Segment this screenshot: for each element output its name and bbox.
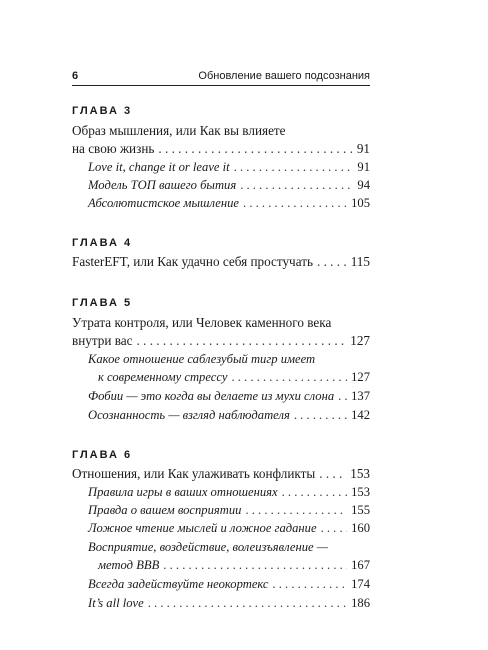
toc-entry-title: Правила игры в ваших отношениях [88, 485, 278, 499]
leader-dots [317, 254, 347, 270]
leader-dots [282, 485, 348, 500]
toc-entry-page: 167 [351, 558, 370, 572]
toc-entry-title: It’s all love [88, 596, 144, 610]
toc-entry-title: Love it, change it or leave it [88, 160, 230, 174]
toc-entry [88, 577, 370, 595]
chapter-3-title-line1: Образ мышления, или Как вы влияете [72, 123, 286, 138]
toc-entry-page: 94 [357, 178, 370, 192]
leader-dots [158, 141, 352, 157]
toc-entry [88, 160, 370, 178]
toc-entry-title: Всегда задействуйте неокортекс [88, 577, 269, 591]
leader-dots [231, 370, 347, 385]
chapter-4-entry [72, 254, 370, 272]
leader-dots [148, 596, 347, 611]
chapter-4-page: 115 [350, 254, 370, 269]
toc-entry-title: Модель ТОП вашего бытия [88, 178, 237, 192]
toc-entry [88, 196, 370, 214]
toc-entry [88, 389, 370, 407]
toc-entry-page: 153 [351, 485, 370, 499]
toc-entry-page: 137 [351, 389, 370, 403]
leader-dots [319, 466, 346, 482]
chapter-3-page: 91 [356, 141, 370, 156]
toc-entry-page: 160 [351, 521, 370, 535]
leader-dots [338, 389, 347, 404]
chapter-3-title-line2: на свою жизнь [72, 141, 155, 156]
chapter-5-title-line1: Утрата контроля, или Человек каменного века [72, 315, 332, 330]
running-header [72, 69, 370, 86]
toc-entry [88, 408, 370, 426]
toc-entry-page: 105 [351, 196, 370, 210]
toc-entry-title-line1: Восприятие, воздействие, волеизъявление — [88, 540, 328, 554]
chapter-6-entry [72, 466, 370, 484]
chapter-4-label: ГЛАВА 4 [72, 237, 133, 249]
chapter-4-title: FasterEFT, или Как удачно себя простучать [72, 254, 313, 269]
leader-dots [321, 521, 348, 536]
toc-entry [88, 485, 370, 503]
toc-entry [98, 558, 370, 576]
toc-entry-page: 174 [351, 577, 370, 591]
leader-dots [163, 558, 347, 573]
toc-entry-page: 155 [351, 503, 370, 517]
chapter-3-label: ГЛАВА 3 [72, 105, 133, 117]
chapter-6-page: 153 [350, 466, 370, 481]
toc-entry [98, 370, 370, 388]
toc-entry-title: Абсолютистское мышление [88, 196, 240, 210]
chapter-3-title-entry [72, 141, 370, 159]
toc-entry-title: к современному стрессу [98, 370, 228, 384]
chapter-5-title-entry [72, 333, 370, 351]
leader-dots [272, 577, 347, 592]
toc-entry-page: 127 [351, 370, 370, 384]
toc-entry-title: метод ВВВ [98, 558, 160, 572]
toc-entry-page: 142 [351, 408, 370, 422]
toc-entry [88, 503, 370, 521]
toc-entry-title: Ложное чтение мыслей и ложное гадание [88, 521, 317, 535]
toc-entry-page: 91 [357, 160, 370, 174]
page-number: 6 [72, 70, 79, 82]
toc-entry [88, 596, 370, 614]
toc-entry [88, 521, 370, 539]
toc-entry-page: 186 [351, 596, 370, 610]
chapter-6-title: Отношения, или Как улаживать конфликты [72, 466, 316, 481]
toc-entry [88, 178, 370, 196]
toc-entry-title-line1: Какое отношение саблезубый тигр имеет [88, 352, 316, 366]
chapter-5-page: 127 [350, 333, 370, 348]
leader-dots [245, 503, 347, 518]
leader-dots [243, 196, 347, 211]
leader-dots [137, 333, 347, 349]
chapter-5-label: ГЛАВА 5 [72, 297, 133, 309]
leader-dots [234, 160, 354, 175]
chapter-6-label: ГЛАВА 6 [72, 449, 133, 461]
running-title: Обновление вашего подсознания [198, 70, 370, 82]
toc-entry-title: Правда о вашем восприятии [88, 503, 242, 517]
leader-dots [294, 408, 347, 423]
leader-dots [240, 178, 353, 193]
toc-entry-title: Фобии — это когда вы делаете из мухи слона [88, 389, 335, 403]
chapter-5-title-line2: внутри вас [72, 333, 133, 348]
toc-entry-title: Осознанность — взгляд наблюдателя [88, 408, 290, 422]
